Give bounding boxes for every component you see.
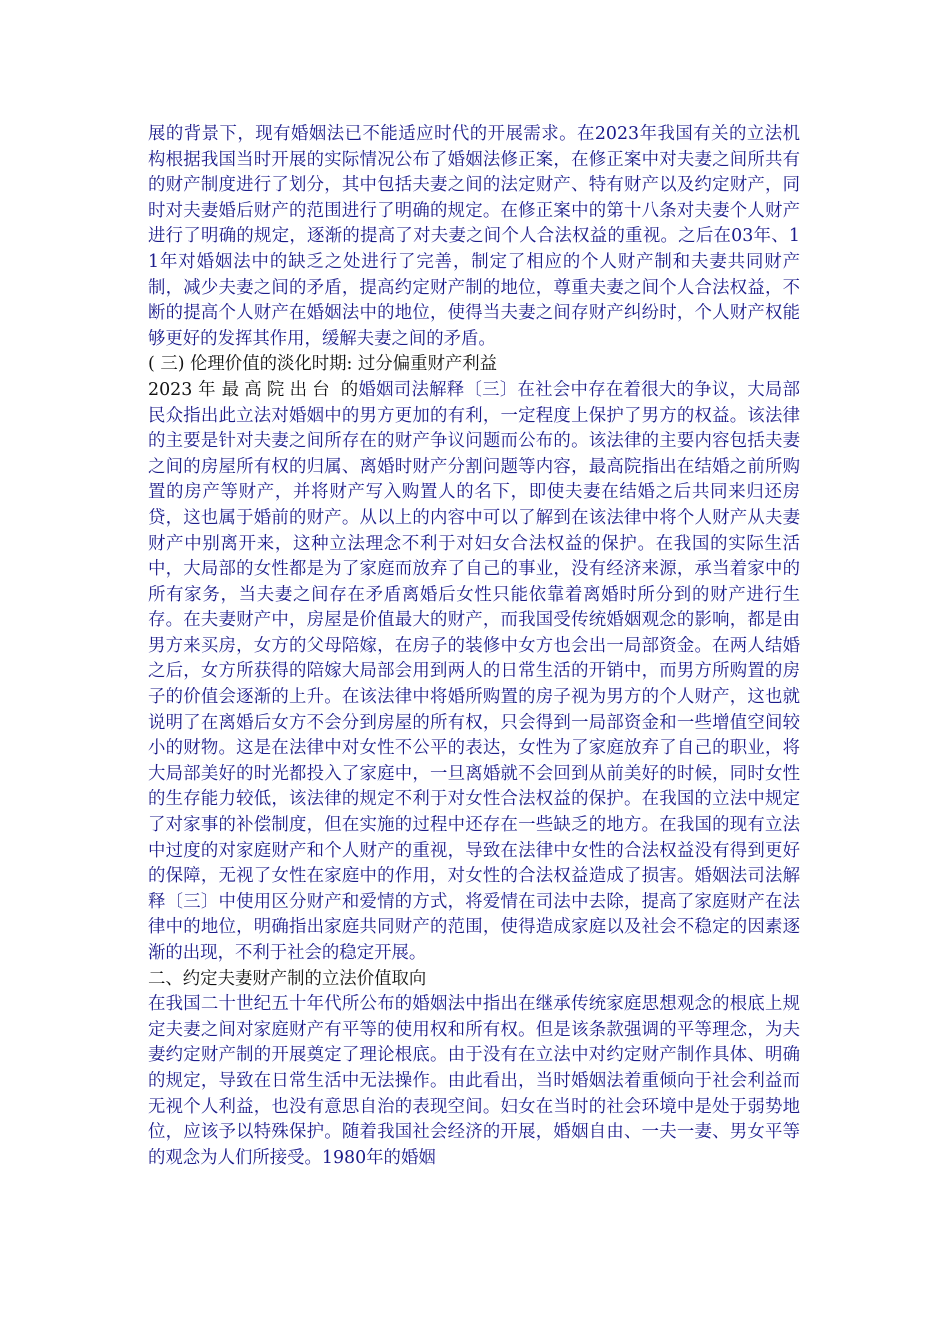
section-heading-3: ( 三) 伦理价值的淡化时期: 过分偏重财产利益: [148, 354, 498, 375]
document-page: [148, 122, 800, 1171]
paragraph-2: [148, 378, 800, 967]
paragraph-2-lead-year: 2023 年: [148, 379, 216, 400]
paragraph-3: 在我国二十世纪五十年代所公布的婚姻法中指出在继承传统家庭思想观念的根底上规定夫妻之间对家庭财产有平等的使用权和所有权。但是该条款强调的平等理念，为夫妻约定财产制的开展奠定了理论根底。由于没有在立法中对约定财产制作具体、明确的规定，导致在日常生活中无法操作。由此看出，当时婚姻法着重倾向于社会利益而无视个人利益，也没有意思自治的表现空间。妇女在当时的社会环境中是处于弱势地位，应该予以特殊保护。随着我国社会经济的开展，婚姻自由、一夫一妻、男女平等的观念为人们所接受。1980年的婚姻: [148, 994, 800, 1168]
section-heading-2: 二、约定夫妻财产制的立法价值取向: [148, 968, 427, 989]
paragraph-2-body: 婚姻司法解释〔三〕在社会中存在着很大的争议，大局部民众指出此立法对婚姻中的男方更加的有利，一定程度上保护了男方的权益。该法律的主要是针对夫妻之间所存在的财产争议问题而公布的。该法律的主要内容包括夫妻之间的房屋所有权的归属、离婚时财产分割问题等内容，最高院指出在结婚之前所购置的房产等财产，并将财产写入购置人的名下，即使夫妻在结婚之后共同来归还房贷，这也属于婚前的财产。从以上的内容中可以了解到在该法律中将个人财产从夫妻财产中别离开来，这种立法理念不利于对妇女合法权益的保护。在我国的实际生活中，大局部的女性都是为了家庭而放弃了自己的事业，没有经济来源，承当着家中的所有家务，当夫妻之间存在矛盾离婚后女性只能依靠着离婚时所分到的财产进行生存。在夫妻财产中，房屋是价值最大的财产，而我国受传统婚姻观念的影响，都是由男方来买房，女方的父母陪嫁，在房子的装修中女方也会出一局部资金。在两人结婚之后，女方所获得的陪嫁大局部会用到两人的日常生活的开销中，而男方所购置的房子的价值会逐渐的上升。在该法律中将婚所购置的房子视为男方的个人财产，这也就说明了在离婚后女方不会分到房屋的所有权，只会得到一局部资金和一些增值空间较小的财物。这是在法律中对女性不公平的表达，女性为了家庭放弃了自己的职业，将大局部美好的时光都投入了家庭中，一旦离婚就不会回到从前美好的时候，同时女性的生存能力较低，该法律的规定不利于对女性合法权益的保护。在我国的立法中规定了对家事的补偿制度，但在实施的过程中还存在一些缺乏的地方。在我国的现有立法中过度的对家庭财产和个人财产的重视，导致在法律中女性的合法权益没有得到更好的保障，无视了女性在家庭中的作用，对女性的合法权益造成了损害。婚姻法司法解释〔三〕中使用区分财产和爱情的方式，将爱情在司法中去除，提高了家庭财产在法律中的地位，明确指出家庭共同财产的范围，使得造成家庭以及社会不稳定的因素逐渐的出现，不利于社会的稳定开展。: [148, 379, 800, 963]
paragraph-2-lead-de: 的: [340, 379, 359, 400]
paragraph-2-lead-court: 最高院出台: [221, 379, 335, 400]
paragraph-1: 展的背景下，现有婚姻法已不能适应时代的开展需求。在2023年我国有关的立法机构根据我国当时开展的实际情况公布了婚姻法修正案，在修正案中对夫妻之间所共有的财产制度进行了划分，其中包括夫妻之间的法定财产、特有财产以及约定财产，同时对夫妻婚后财产的范围进行了明确的规定。在修正案中的第十八条对夫妻个人财产进行了明确的规定，逐渐的提高了对夫妻之间个人合法权益的重视。之后在03年、11年对婚姻法中的缺乏之处进行了完善，制定了相应的个人财产制和夫妻共同财产制，减少夫妻之间的矛盾，提高约定财产制的地位，尊重夫妻之间个人合法权益，不断的提高个人财产在婚姻法中的地位，使得当夫妻之间存财产纠纷时，个人财产权能够更好的发挥其作用，缓解夫妻之间的矛盾。: [148, 124, 800, 349]
